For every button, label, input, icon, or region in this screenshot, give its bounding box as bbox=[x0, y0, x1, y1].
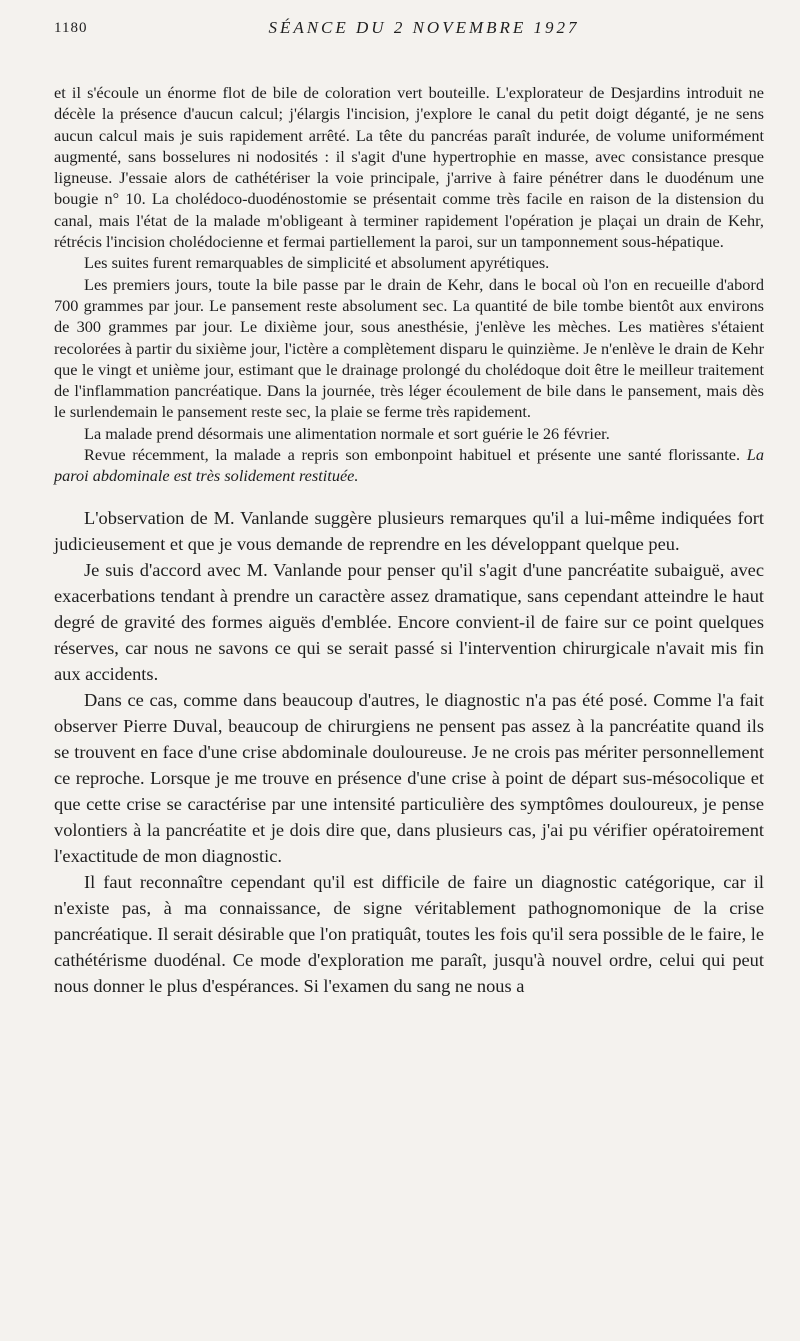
case-paragraph: et il s'écoule un énorme flot de bile de coloration vert bouteille. L'explorateur de Desjardins introduit ne décèle la présence d'aucun calcul; j'élargis l'incision, j'explore le canal du petit doigt déganté, je ne sens aucun calcul mais je suis rapidement arrêté. La tête du pancréas paraît indurée, de volume uniformément augmenté, sans bosselures ni nodosités : il s'agit d'une hypertrophie en masse, avec consistance presque ligneuse. J'essaie alors de cathétériser la voie principale, j'arrive à faire pénétrer dans le duodénum une bougie n° 10. La cholédoco-duodénostomie se présentait comme très facile en raison de la distension du canal, mais l'état de la malade m'obligeant à terminer rapidement l'opération je plaçai un drain de Kehr, rétrécis l'incision cholédocienne et fermai partiellement la paroi, sur un tamponnement sous-hépatique. bbox=[54, 83, 764, 252]
discussion bbox=[54, 505, 764, 999]
case-report bbox=[54, 82, 764, 487]
discussion-paragraph: Il faut reconnaître cependant qu'il est difficile de faire un diagnostic catégorique, car il n'existe pas, à ma connaissance, de signe véritablement pathognomonique de la crise pancréatique. Il serait désirable que l'on pratiquât, toutes les fois qu'il sera possible de le faire, le cathétérisme duodénal. Ce mode d'exploration me paraît, jusqu'à nouvel ordre, celui qui peut nous donner le plus d'espérances. Si l'examen du sang ne nous a bbox=[54, 871, 764, 996]
case-paragraph: Les suites furent remarquables de simplicité et absolument apyrétiques. bbox=[84, 253, 550, 273]
discussion-paragraph: Dans ce cas, comme dans beaucoup d'autres, le diagnostic n'a pas été posé. Comme l'a fait observer Pierre Duval, beaucoup de chirurgiens ne pensent pas assez à la pancréatite quand ils se trouvent en face d'une crise abdominale douloureuse. Je ne crois pas mériter personnellement ce reproche. Lorsque je me trouve en présence d'une crise à point de départ sus-mésocolique et que cette crise se caractérise par une intensité particulière des symptômes douloureux, je pense volontiers à la pancréatite et je dois dire que, dans plusieurs cas, j'ai pu vérifier opératoirement l'exactitude de mon diagnostic. bbox=[54, 689, 764, 866]
running-title: SÉANCE DU 2 NOVEMBRE 1927 bbox=[268, 18, 580, 37]
case-paragraph: Les premiers jours, toute la bile passe par le drain de Kehr, dans le bocal où l'on en recueille d'abord 700 grammes par jour. Le pansement reste absolument sec. La quantité de bile tombe bientôt aux environs de 300 grammes par jour. Le dixième jour, sous anesthésie, j'enlève les mèches. Les matières s'étaient recolorées à partir du sixième jour, l'ictère a complètement disparu le quinzième. Je n'enlève le drain de Kehr que le vingt et unième jour, estimant que le drainage prolongé du cholédoque doit être le meilleur traitement de l'inflammation pancréatique. Dans la journée, très léger écoulement de bile dans le pansement, mais dès le surlendemain le pansement reste sec, la plaie se ferme très rapidement. bbox=[54, 274, 764, 422]
page-number: 1180 bbox=[54, 20, 88, 36]
case-final-italic: La paroi abdominale est très solidement restituée. bbox=[54, 445, 764, 486]
case-paragraph: La malade prend désormais une alimentation normale et sort guérie le 26 février. bbox=[84, 423, 610, 443]
case-final-text: Revue récemment, la malade a repris son embonpoint habituel et présente une santé florissante. bbox=[84, 445, 747, 465]
case-paragraph-final bbox=[54, 444, 764, 487]
discussion-paragraph: L'observation de M. Vanlande suggère plusieurs remarques qu'il a lui-même indiquées fort judicieusement et que je vous demande de reprendre en les développant quelque peu. bbox=[54, 507, 764, 554]
running-head bbox=[54, 18, 764, 44]
discussion-paragraph: Je suis d'accord avec M. Vanlande pour penser qu'il s'agit d'une pancréatite subaiguë, avec exacerbations tendant à prendre un caractère assez dramatique, sans cependant atteindre le haut degré de gravité des formes aiguës d'emblée. Encore convient-il de faire sur ce point quelques réserves, car nous ne savons ce qui se serait passé si l'intervention chirurgicale n'avait mis fin aux accidents. bbox=[54, 559, 764, 684]
